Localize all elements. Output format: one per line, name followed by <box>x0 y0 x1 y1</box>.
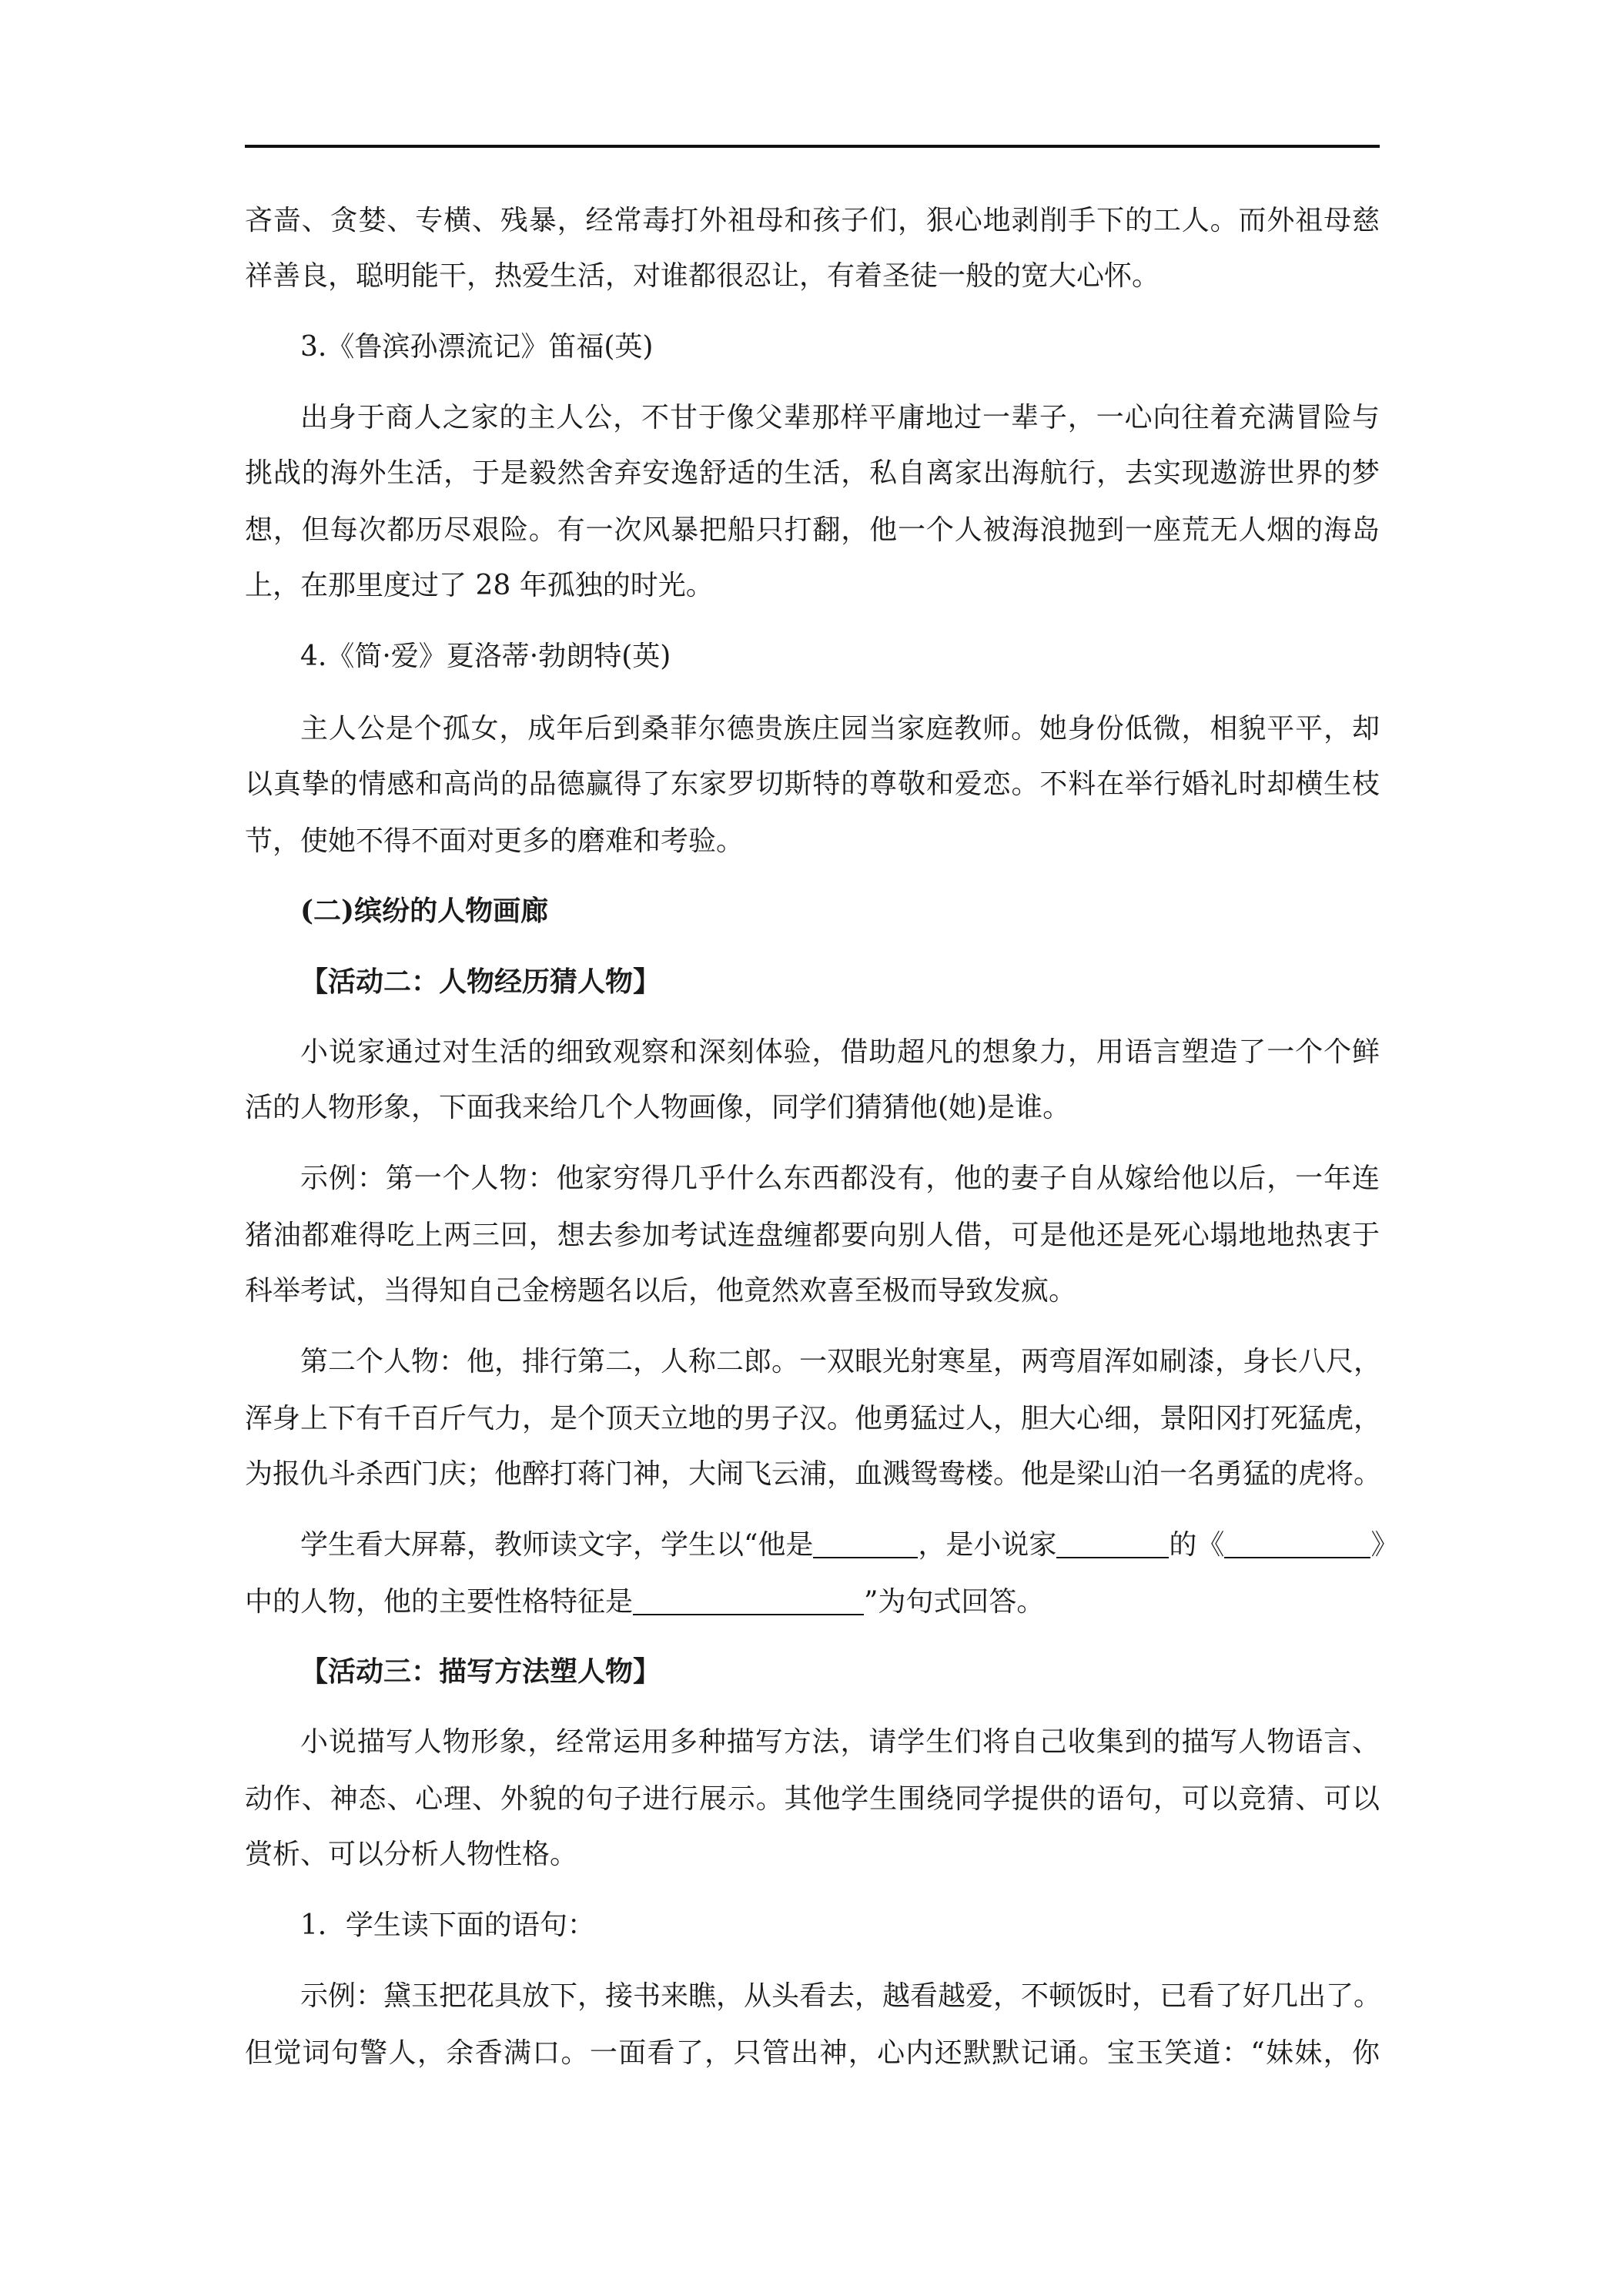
answer-blank[interactable] <box>1056 1529 1169 1558</box>
text-line: 猪油都难得吃上两三回，想去参加考试连盘缠都要向别人借，可是他还是死心塌地地热衷于 <box>245 1220 1380 1251</box>
activity-heading: 【活动二：人物经历猜人物】 <box>300 966 661 998</box>
text-line: 赏析、可以分析人物性格。 <box>245 1839 578 1870</box>
text-line: 上，在那里度过了 28 年孤独的时光。 <box>245 570 714 601</box>
text-line: 但觉词句警人，余香满口。一面看了，只管出神，心内还默默记诵。宝玉笑道：“妹妹，你 <box>245 2037 1380 2069</box>
text-segment: 中的人物，他的主要性格特征是 <box>245 1586 634 1618</box>
text-line: 想，但每次都历尽艰险。有一次风暴把船只打翻，他一个人被海浪抛到一座荒无人烟的海岛 <box>245 514 1380 546</box>
header-rule <box>245 145 1380 148</box>
answer-blank[interactable] <box>813 1529 918 1558</box>
text-segment: ，是小说家 <box>918 1529 1057 1561</box>
text-line: 活的人物形象，下面我来给几个人物画像，同学们猜猜他(她)是谁。 <box>245 1092 1071 1123</box>
text-line: 小说家通过对生活的细致观察和深刻体验，借助超凡的想象力，用语言塑造了一个个鲜 <box>300 1036 1380 1068</box>
text-line: 吝啬、贪婪、专横、残暴，经常毒打外祖母和孩子们，狠心地剥削手下的工人。而外祖母慈 <box>245 205 1380 236</box>
activity-heading: 【活动三：描写方法塑人物】 <box>300 1655 661 1688</box>
text-line: 示例：黛玉把花具放下，接书来瞧，从头看去，越看越爱，不顿饭时，已看了好几出了。 <box>300 1980 1382 2012</box>
text-line: 挑战的海外生活，于是毅然舍弃安逸舒适的生活，私自离家出海航行，去实现遨游世界的梦 <box>245 457 1380 489</box>
text-line: 第二个人物：他，排行第二，人称二郎。一双眼光射寒星，两弯眉浑如刷漆，身长八尺， <box>300 1346 1382 1377</box>
text-line: 示例：第一个人物：他家穷得几乎什么东西都没有，他的妻子自从嫁给他以后，一年连 <box>300 1163 1380 1194</box>
text-line: 浑身上下有千百斤气力，是个顶天立地的男子汉。他勇猛过人，胆大心细，景阳冈打死猛虎， <box>245 1403 1382 1434</box>
text-line: 动作、神态、心理、外貌的句子进行展示。其他学生围绕同学提供的语句，可以竞猜、可以 <box>245 1783 1380 1815</box>
text-line: 主人公是个孤女，成年后到桑菲尔德贵族庄园当家庭教师。她身份低微，相貌平平，却 <box>300 713 1380 745</box>
answer-blank[interactable] <box>633 1586 864 1615</box>
text-segment: ”为句式回答。 <box>864 1586 1045 1618</box>
section-heading: 3.《鲁滨孙漂流记》笛福(英) <box>300 331 654 363</box>
text-line: 1．学生读下面的语句： <box>300 1909 595 1941</box>
text-line: 为报仇斗杀西门庆；他醉打蒋门神，大闹飞云浦，血溅鸳鸯楼。他是梁山泊一名勇猛的虎将。 <box>245 1458 1382 1490</box>
text-line: 祥善良，聪明能干，热爱生活，对谁都很忍让，有着圣徒一般的宽大心怀。 <box>245 260 1160 292</box>
text-line: 以真挚的情感和高尚的品德赢得了东家罗切斯特的尊敬和爱恋。不料在举行婚礼时却横生枝 <box>245 768 1380 800</box>
text-segment: 学生看大屏幕，教师读文字，学生以“他是 <box>300 1529 814 1561</box>
fill-in-line <box>245 1526 1399 1565</box>
text-line: 小说描写人物形象，经常运用多种描写方法，请学生们将自己收集到的描写人物语言、 <box>300 1726 1380 1758</box>
text-line: 节，使她不得不面对更多的磨难和考验。 <box>245 825 745 857</box>
text-segment: 的《 <box>1169 1529 1225 1561</box>
section-heading: (二)缤纷的人物画廊 <box>300 895 549 927</box>
text-line: 科举考试，当得知自己金榜题名以后，他竟然欢喜至极而导致发疯。 <box>245 1275 1077 1307</box>
fill-in-line <box>245 1583 1380 1622</box>
text-segment: 》 <box>1370 1529 1399 1561</box>
answer-blank[interactable] <box>1224 1529 1370 1558</box>
text-line: 出身于商人之家的主人公，不甘于像父辈那样平庸地过一辈子，一心向往着充满冒险与 <box>300 402 1380 433</box>
section-heading: 4.《简·爱》夏洛蒂·勃朗特(英) <box>300 641 671 672</box>
